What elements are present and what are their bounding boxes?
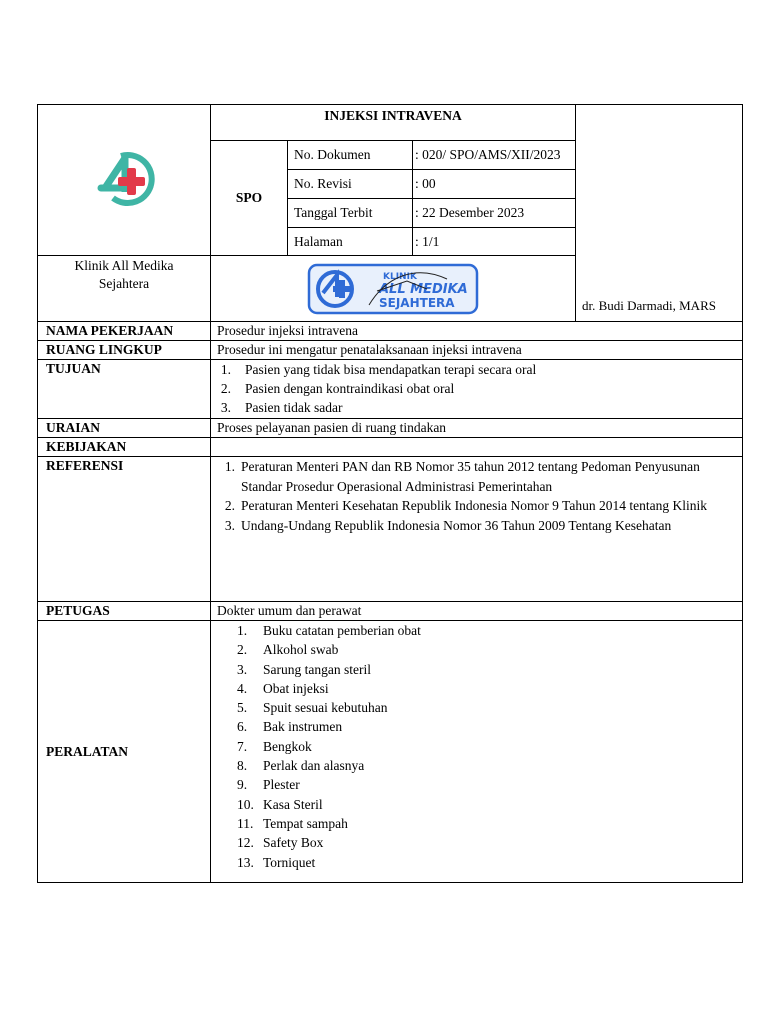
list-item: 2. Alkohol swab <box>237 642 339 658</box>
kebijakan-label: KEBIJAKAN <box>38 438 211 457</box>
stamp-cell <box>211 256 576 322</box>
referensi-label: REFERENSI <box>38 457 211 602</box>
signatory-name: dr. Budi Darmadi, MARS <box>582 298 716 313</box>
list-item: 2. Pasien dengan kontraindikasi obat oral <box>220 381 455 396</box>
stamp-text-1: KLINIK <box>383 271 417 282</box>
stamp-text-2: ALL MEDIKA <box>379 281 468 297</box>
clinic-name-line2: Sejahtera <box>98 276 150 291</box>
list-item: 1. Buku catatan pemberian obat <box>237 623 421 638</box>
meta-value-0: : 020/ SPO/AMS/XII/2023 <box>413 141 576 170</box>
clinic-name-cell <box>38 256 211 322</box>
list-item: 12. Safety Box <box>237 835 324 851</box>
signature-cell <box>576 105 743 322</box>
petugas-value: Dokter umum dan perawat <box>211 602 743 621</box>
meta-value-1: : 00 <box>413 170 576 199</box>
list-item: 3. Sarung tangan steril <box>237 661 371 677</box>
clinic-logo-icon <box>91 148 157 212</box>
referensi-list <box>221 457 736 535</box>
list-item: 3. Pasien tidak sadar <box>220 400 343 415</box>
clinic-logo-cell <box>38 105 211 256</box>
nama-pekerjaan-value: Prosedur injeksi intravena <box>211 322 743 341</box>
list-item: 6. Bak instrumen <box>237 719 343 735</box>
uraian-value: Proses pelayanan pasien di ruang tindakan <box>211 419 743 438</box>
petugas-label: PETUGAS <box>38 602 211 621</box>
peralatan-label: PERALATAN <box>38 621 211 883</box>
ruang-lingkup-label: RUANG LINGKUP <box>38 341 211 360</box>
peralatan-list <box>217 621 736 872</box>
peralatan-cell <box>211 621 743 883</box>
list-item: 2. Peraturan Menteri Kesehatan Republik Indonesia Nomor 9 Tahun 2014 tentang Klinik <box>224 498 707 513</box>
stamp-text-3: SEJAHTERA <box>379 295 455 310</box>
clinic-stamp-icon <box>307 261 479 317</box>
nama-pekerjaan-label: NAMA PEKERJAAN <box>38 322 211 341</box>
meta-label-0: No. Dokumen <box>288 141 413 170</box>
list-item: 3. Undang-Undang Republik Indonesia Nomor 36 Tahun 2009 Tentang Kesehatan <box>224 517 672 533</box>
list-item: 13. Torniquet <box>237 854 316 870</box>
referensi-cell <box>211 457 743 602</box>
kebijakan-value <box>211 438 743 457</box>
list-item: 11. Tempat sampah <box>237 815 348 831</box>
meta-label-3: Halaman <box>288 228 413 256</box>
meta-value-2: : 22 Desember 2023 <box>413 199 576 228</box>
document-title: INJEKSI INTRAVENA <box>211 105 576 141</box>
list-item: 5. Spuit sesuai kebutuhan <box>237 700 388 716</box>
list-item: 1. Peraturan Menteri PAN dan RB Nomor 35 tahun 2012 tentang Pedoman Penyusunan Standar Prosedur Operasional Administrasi Pemerintahan <box>224 459 700 494</box>
ruang-lingkup-value: Prosedur ini mengatur penatalaksanaan injeksi intravena <box>211 341 743 360</box>
meta-value-3: : 1/1 <box>413 228 576 256</box>
clinic-name-line1: Klinik All Medika <box>74 258 174 273</box>
tujuan-cell <box>211 360 743 419</box>
list-item: 10. Kasa Steril <box>237 796 323 812</box>
spo-label: SPO <box>211 141 288 256</box>
spo-body-table <box>37 321 743 883</box>
spo-document <box>37 104 742 883</box>
tujuan-list <box>217 360 736 417</box>
tujuan-label: TUJUAN <box>38 360 211 419</box>
list-item: 4. Obat injeksi <box>237 680 329 696</box>
spo-header-table <box>37 104 743 322</box>
list-item: 1. Pasien yang tidak bisa mendapatkan terapi secara oral <box>220 362 537 377</box>
list-item: 7. Bengkok <box>237 738 312 754</box>
uraian-label: URAIAN <box>38 419 211 438</box>
list-item: 8. Perlak dan alasnya <box>237 758 365 774</box>
meta-label-1: No. Revisi <box>288 170 413 199</box>
list-item: 9. Plester <box>237 777 300 793</box>
meta-label-2: Tanggal Terbit <box>288 199 413 228</box>
